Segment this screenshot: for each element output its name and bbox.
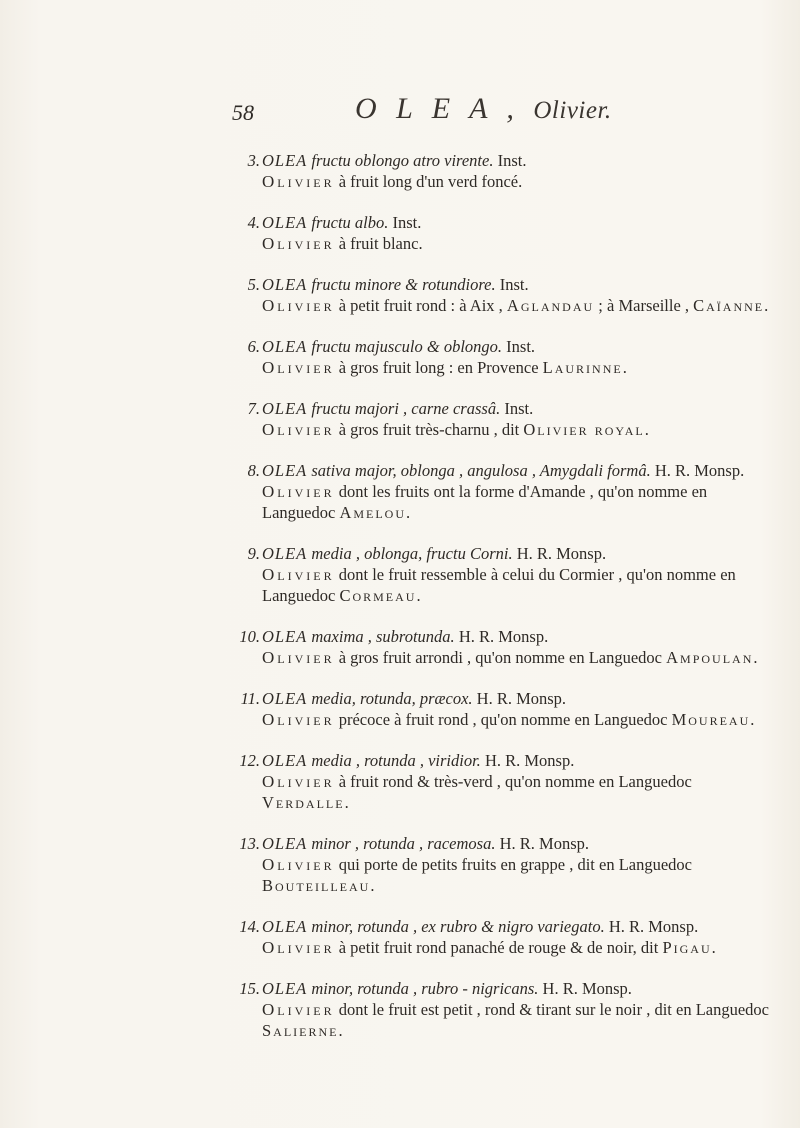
french-name: Olivier xyxy=(262,710,335,729)
list-item xyxy=(240,688,772,730)
entry-number: 9. xyxy=(247,544,260,563)
french-description xyxy=(262,999,772,1041)
list-item xyxy=(247,543,772,606)
latin-authority: H. R. Monsp. xyxy=(458,627,549,646)
local-name: Aglandau xyxy=(506,296,595,315)
list-item xyxy=(247,336,772,378)
entry-number: 11. xyxy=(240,689,260,708)
local-name: Moureau. xyxy=(671,710,757,729)
french-text: à gros fruit long : en Provence xyxy=(338,358,539,377)
local-name: Ampoulan. xyxy=(666,648,760,667)
local-name: Pigau. xyxy=(662,938,718,957)
entry-number: 7. xyxy=(247,399,260,418)
entry-number: 14. xyxy=(239,917,260,936)
latin-name xyxy=(262,689,566,708)
french-name: Olivier xyxy=(262,772,335,791)
latin-genus: OLEA xyxy=(262,834,308,853)
french-name: Olivier xyxy=(262,1000,335,1019)
french-text: à petit fruit rond : à Aix , xyxy=(338,296,503,315)
list-item xyxy=(239,750,772,813)
latin-description: media , rotunda , viridior. xyxy=(311,751,481,770)
latin-genus: OLEA xyxy=(262,461,308,480)
french-text-continued: ; à Marseille , xyxy=(598,296,690,315)
local-name: Amelou. xyxy=(339,503,413,522)
latin-genus: OLEA xyxy=(262,979,308,998)
latin-name xyxy=(262,627,548,646)
running-title-genus: O L E A , xyxy=(355,92,520,125)
latin-genus: OLEA xyxy=(262,544,308,563)
entry-number: 6. xyxy=(247,337,260,356)
latin-description: fructu majusculo & oblongo. xyxy=(311,337,503,356)
list-item xyxy=(247,398,772,440)
latin-authority: Inst. xyxy=(499,275,529,294)
local-name-secondary: Caïanne. xyxy=(693,296,771,315)
latin-description: minor, rotunda , ex rubro & nigro variegato. xyxy=(311,917,605,936)
latin-authority: H. R. Monsp. xyxy=(484,751,575,770)
latin-name xyxy=(262,399,533,418)
french-description xyxy=(262,647,772,668)
french-description xyxy=(262,854,772,896)
running-title xyxy=(355,92,612,126)
latin-authority: H. R. Monsp. xyxy=(654,461,745,480)
entry-number: 4. xyxy=(247,213,260,232)
latin-description: fructu albo. xyxy=(311,213,389,232)
french-description xyxy=(262,171,772,192)
list-item xyxy=(247,460,772,523)
list-item xyxy=(239,626,772,668)
french-text: à gros fruit arrondi , qu'on nomme en Languedoc xyxy=(338,648,662,667)
latin-description: media , oblonga, fructu Corni. xyxy=(311,544,513,563)
latin-genus: OLEA xyxy=(262,275,308,294)
french-name: Olivier xyxy=(262,648,335,667)
local-name: Laurinne. xyxy=(542,358,629,377)
latin-name xyxy=(262,917,698,936)
latin-name xyxy=(262,834,589,853)
latin-genus: OLEA xyxy=(262,399,308,418)
latin-authority: Inst. xyxy=(504,399,534,418)
latin-name xyxy=(262,213,421,232)
french-text: dont le fruit ressemble à celui du Cormier , qu'on nomme en Languedoc xyxy=(262,565,736,605)
latin-authority: H. R. Monsp. xyxy=(516,544,607,563)
entry-number: 3. xyxy=(247,151,260,170)
french-text: dont les fruits ont la forme d'Amande , qu'on nomme en Languedoc xyxy=(262,482,708,522)
french-name: Olivier xyxy=(262,172,335,191)
latin-genus: OLEA xyxy=(262,751,308,770)
list-item xyxy=(239,833,772,896)
local-name: Cormeau. xyxy=(339,586,423,605)
local-name: Salierne. xyxy=(262,1021,345,1040)
list-item xyxy=(239,916,772,958)
list-item xyxy=(247,212,772,254)
french-name: Olivier xyxy=(262,234,335,253)
list-item xyxy=(247,150,772,192)
entry-number: 13. xyxy=(239,834,260,853)
latin-name xyxy=(262,151,526,170)
latin-authority: H. R. Monsp. xyxy=(608,917,699,936)
french-text: dont le fruit est petit , rond & tirant sur le noir , dit en Languedoc xyxy=(338,1000,770,1019)
french-text: à fruit long d'un verd foncé. xyxy=(338,172,523,191)
latin-description: minor, rotunda , rubro - nigricans. xyxy=(311,979,539,998)
french-text: à petit fruit rond panaché de rouge & de noir, dit xyxy=(338,938,659,957)
french-description xyxy=(262,357,772,378)
french-text: à fruit blanc. xyxy=(338,234,423,253)
latin-description: fructu oblongo atro virente. xyxy=(311,151,494,170)
list-item xyxy=(247,274,772,316)
latin-authority: H. R. Monsp. xyxy=(476,689,567,708)
local-name: Verdalle. xyxy=(262,793,351,812)
entry-number: 15. xyxy=(239,979,260,998)
latin-genus: OLEA xyxy=(262,213,308,232)
entry-number: 10. xyxy=(239,627,260,646)
latin-authority: Inst. xyxy=(497,151,527,170)
local-name: Olivier royal. xyxy=(523,420,651,439)
entry-number: 12. xyxy=(239,751,260,770)
entry-number: 8. xyxy=(247,461,260,480)
french-text: qui porte de petits fruits en grappe , dit en Languedoc xyxy=(338,855,693,874)
french-text: à fruit rond & très-verd , qu'on nomme en Languedoc xyxy=(338,772,692,791)
latin-authority: H. R. Monsp. xyxy=(499,834,589,853)
french-description xyxy=(262,233,772,254)
french-description xyxy=(262,771,772,813)
french-name: Olivier xyxy=(262,296,335,315)
latin-name xyxy=(262,751,574,770)
french-text: à gros fruit très-charnu , dit xyxy=(338,420,520,439)
french-description xyxy=(262,481,772,523)
latin-description: maxima , subrotunda. xyxy=(311,627,455,646)
latin-description: minor , rotunda , racemosa. xyxy=(311,834,496,853)
latin-authority: H. R. Monsp. xyxy=(542,979,632,998)
page-number: 58 xyxy=(232,100,254,125)
latin-description: fructu minore & rotundiore. xyxy=(311,275,496,294)
french-name: Olivier xyxy=(262,565,335,584)
french-text: précoce à fruit rond , qu'on nomme en Languedoc xyxy=(338,710,668,729)
latin-genus: OLEA xyxy=(262,917,308,936)
latin-authority: Inst. xyxy=(392,213,422,232)
french-name: Olivier xyxy=(262,358,335,377)
latin-name xyxy=(262,337,535,356)
french-name: Olivier xyxy=(262,420,335,439)
french-description xyxy=(262,419,772,440)
local-name: Bouteilleau. xyxy=(262,876,377,895)
latin-name xyxy=(262,979,632,998)
latin-name xyxy=(262,544,606,563)
entry-list xyxy=(0,150,800,1061)
french-description xyxy=(262,709,772,730)
french-name: Olivier xyxy=(262,938,335,957)
french-description xyxy=(262,937,772,958)
latin-genus: OLEA xyxy=(262,151,308,170)
latin-description: sativa major, oblonga , angulosa , Amygdali formâ. xyxy=(311,461,651,480)
latin-description: media, rotunda, præcox. xyxy=(311,689,473,708)
latin-genus: OLEA xyxy=(262,689,308,708)
latin-description: fructu majori , carne crassâ. xyxy=(311,399,501,418)
entry-number: 5. xyxy=(247,275,260,294)
list-item xyxy=(239,978,772,1041)
latin-authority: Inst. xyxy=(506,337,536,356)
latin-name xyxy=(262,461,744,480)
latin-genus: OLEA xyxy=(262,337,308,356)
french-description xyxy=(262,564,772,606)
french-name: Olivier xyxy=(262,855,335,874)
page-header xyxy=(0,92,800,132)
french-description xyxy=(262,295,772,316)
french-name: Olivier xyxy=(262,482,335,501)
running-title-common-name: Olivier. xyxy=(533,97,612,124)
latin-genus: OLEA xyxy=(262,627,308,646)
latin-name xyxy=(262,275,529,294)
